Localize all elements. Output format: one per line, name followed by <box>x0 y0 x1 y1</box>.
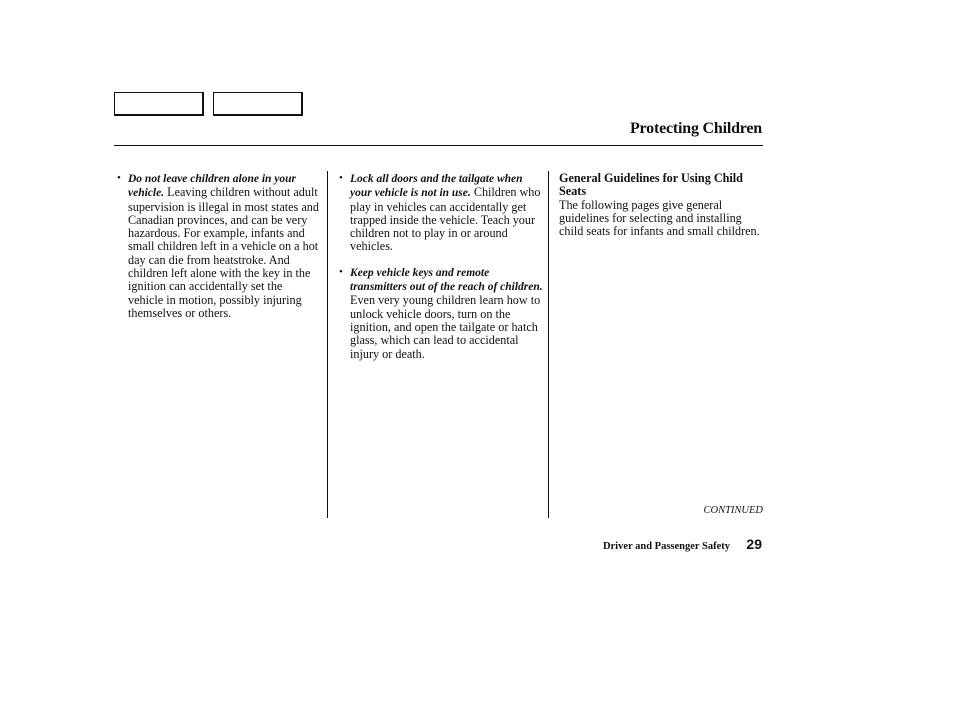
nav-tab-box-1[interactable] <box>114 92 204 116</box>
bullet-lead: Do not leave children alone in your vehicle. <box>128 173 297 200</box>
column-divider <box>548 171 549 518</box>
bullet-lead: Lock all doors and the tailgate when your vehicle is not in use. <box>350 173 523 200</box>
bullet-item <box>339 172 543 254</box>
section-heading: General Guidelines for Using Child Seats <box>559 171 743 199</box>
bullet-item <box>117 172 320 320</box>
bullet-dot-icon: • <box>339 172 343 184</box>
nav-tab-box-2[interactable] <box>213 92 303 116</box>
column-divider <box>327 171 328 518</box>
section-body: The following pages give general guidelines for selecting and installing child seats for infants and small children. <box>559 197 760 239</box>
bullet-item <box>339 266 543 361</box>
footer-section-title: Driver and Passenger Safety <box>602 541 730 552</box>
continued-label: CONTINUED <box>703 505 763 516</box>
page-title: Protecting Children <box>629 120 762 137</box>
text-column-2 <box>339 172 543 373</box>
bullet-dot-icon: • <box>117 172 121 184</box>
bullet-body: Even very young children learn how to unlock vehicle doors, turn on the ignition, and open the tailgate or hatch glass, which can lead to accidental injury or death. <box>350 293 541 361</box>
title-rule <box>114 145 763 146</box>
bullet-body: Leaving children without adult supervision is illegal in most states and Canadian provinces, and can be very hazardous. For example, infants and small children left in a vehicle on a hot day can die from heatstroke. And children left alone with the key in the ignition can accidentally set the vehicle in motion, possibly injuring themselves or others. <box>128 185 319 320</box>
bullet-body: Children who play in vehicles can accidentally get trapped inside the vehicle. Teach your children not to play in or around vehicles. <box>350 185 541 254</box>
text-column-1 <box>117 172 320 332</box>
page-number: 29 <box>746 536 762 552</box>
text-column-3 <box>559 172 765 238</box>
bullet-lead: Keep vehicle keys and remote transmitters out of the reach of children. <box>350 266 543 294</box>
bullet-dot-icon: • <box>339 265 343 278</box>
